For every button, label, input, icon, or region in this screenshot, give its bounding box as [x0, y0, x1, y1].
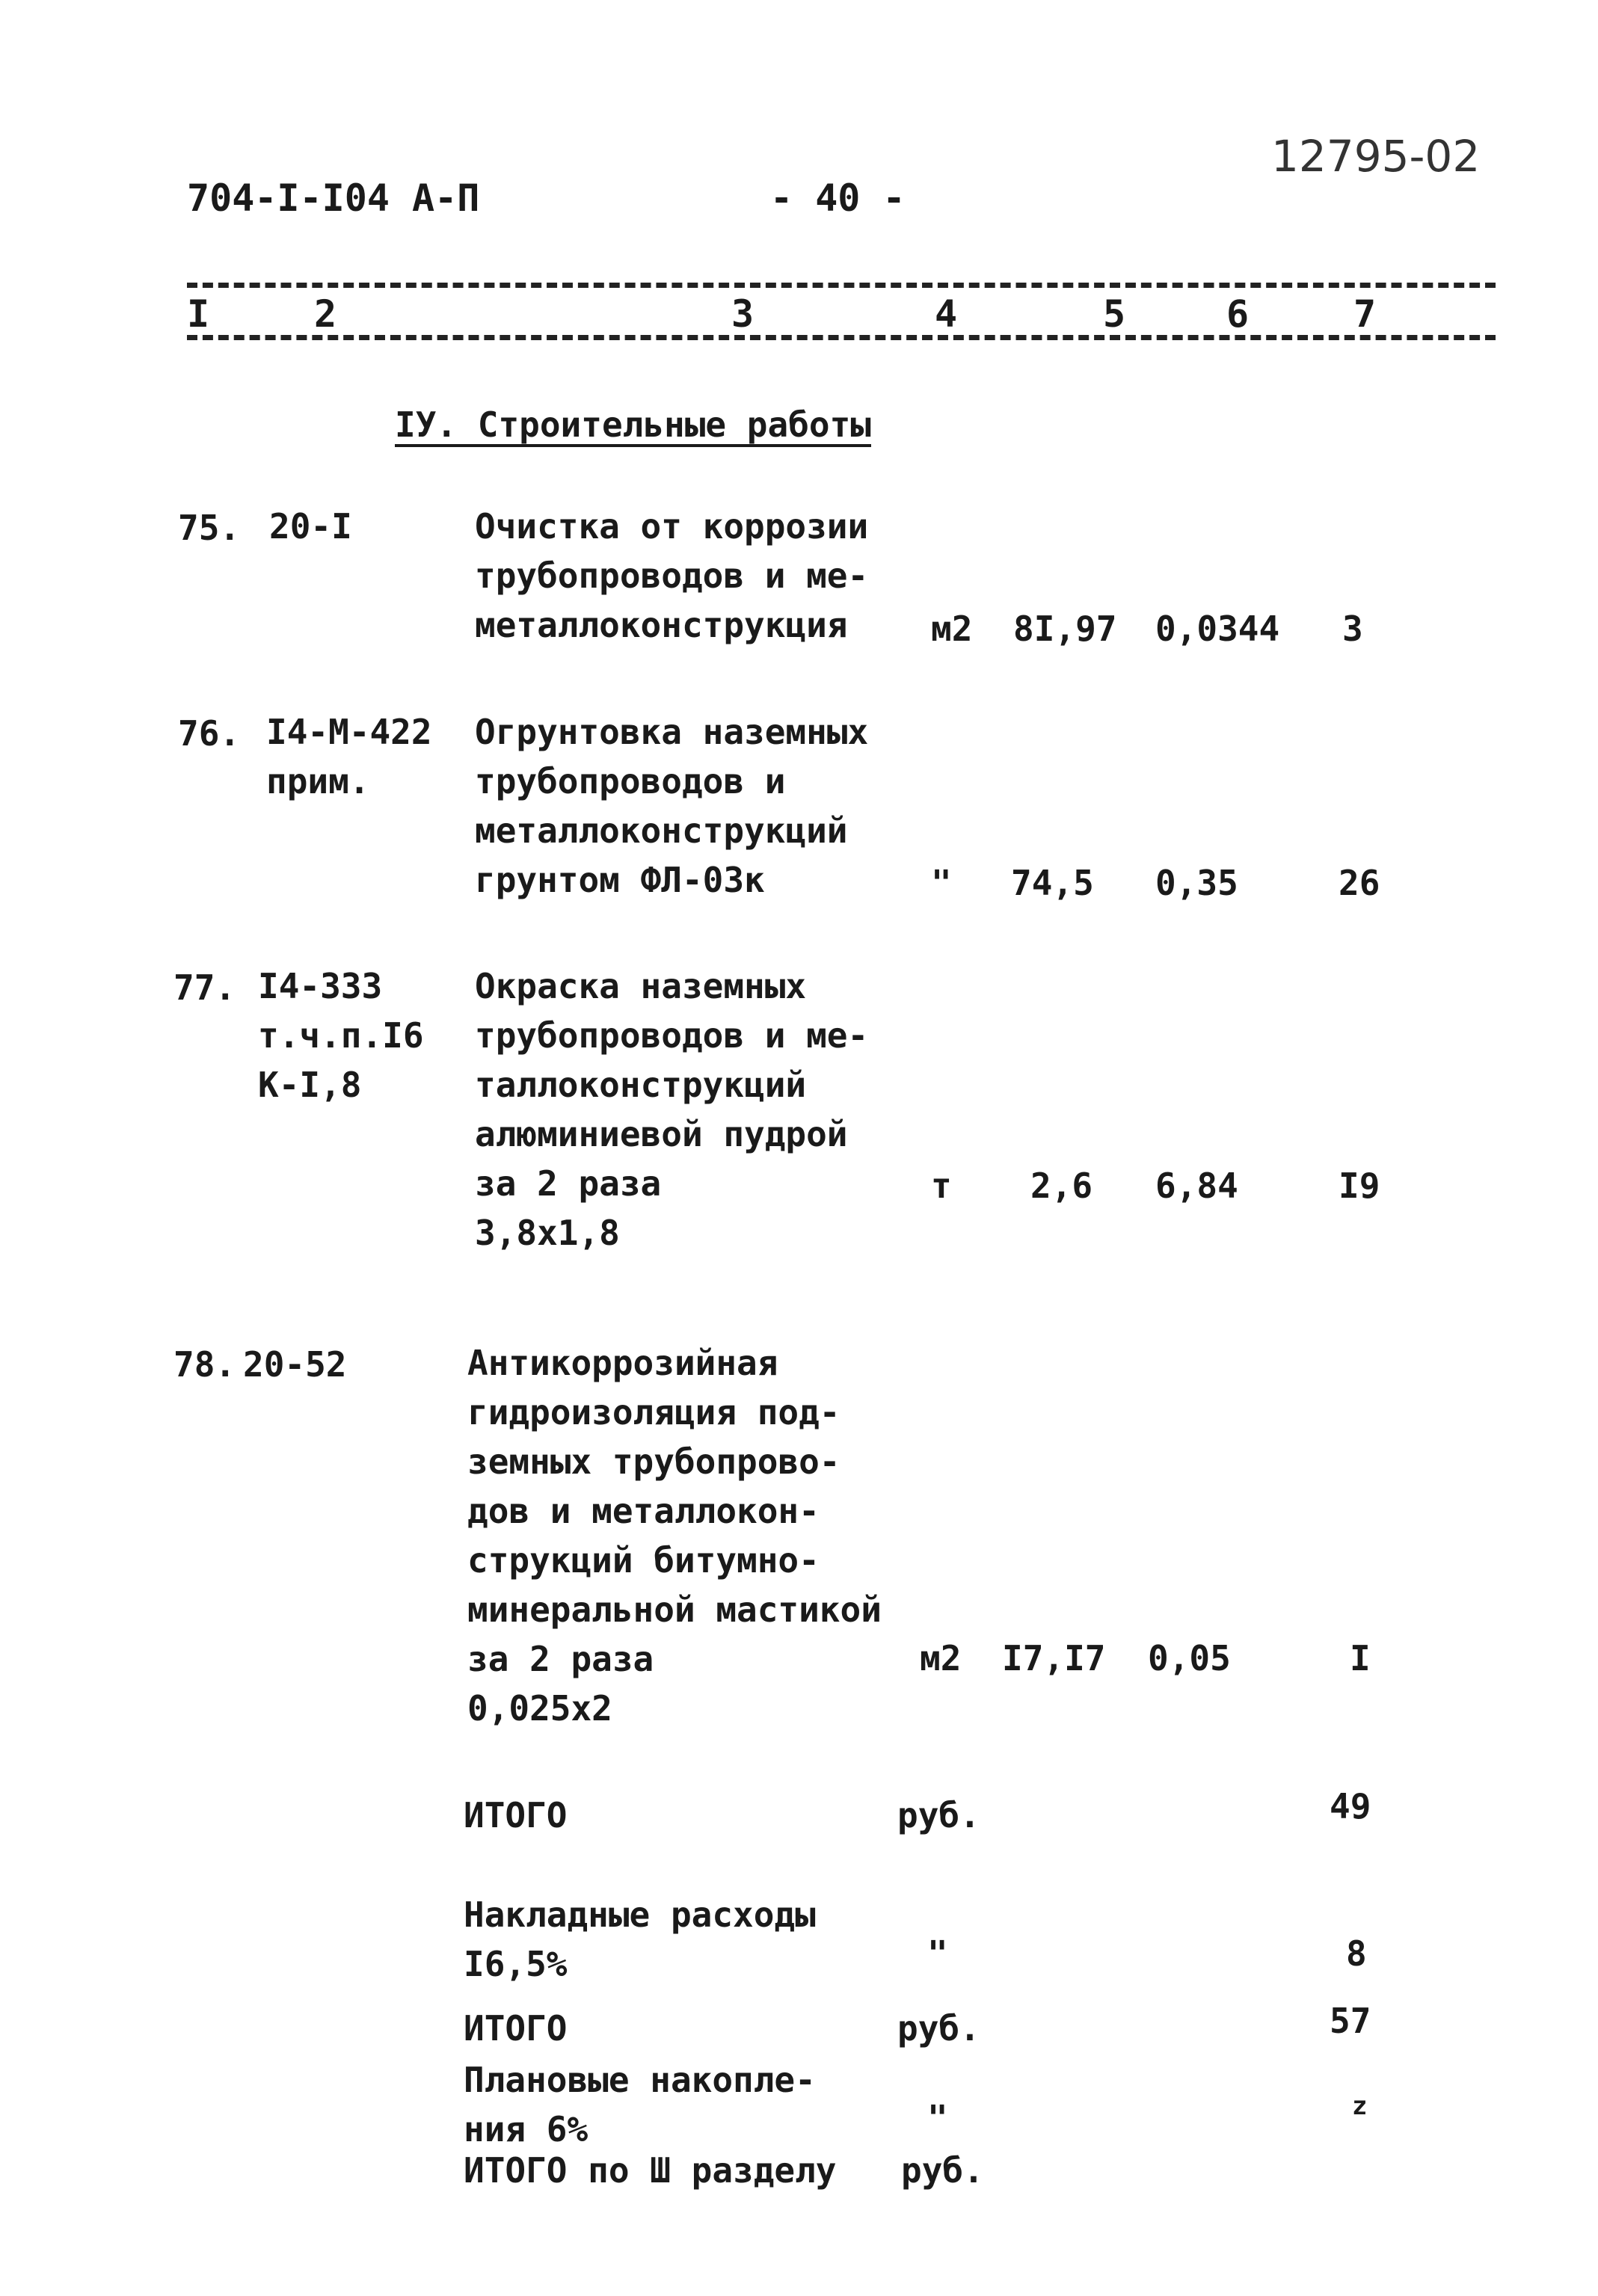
summary-unit: "	[927, 1933, 948, 1974]
item-description-line: за 2 раза	[467, 1639, 654, 1679]
item-description-line: Огрунтовка наземных	[475, 712, 869, 752]
item-description-line: металлоконструкций	[475, 810, 848, 851]
summary-label-line: Накладные расходы	[464, 1895, 816, 1935]
item-code: 20-52	[243, 1344, 347, 1385]
dashed-rule-top	[187, 283, 1496, 288]
item-description-line: Окраска наземных	[475, 966, 807, 1006]
summary-total: z	[1352, 2091, 1368, 2121]
column-number-6: 6	[1226, 292, 1250, 336]
column-number-4: 4	[935, 292, 958, 336]
summary-unit: руб.	[897, 1795, 980, 1835]
item-quantity: 2,6	[1030, 1166, 1093, 1206]
item-total: I	[1350, 1638, 1371, 1678]
item-total: 26	[1339, 863, 1380, 903]
item-number: 75.	[178, 508, 241, 548]
summary-total: 49	[1330, 1786, 1371, 1826]
item-number: 76.	[178, 713, 241, 754]
item-description-line: земных трубопрово-	[467, 1441, 841, 1482]
item-number: 77.	[173, 967, 236, 1008]
summary-label-line: I6,5%	[464, 1944, 568, 1984]
item-code	[269, 502, 352, 551]
summary-label	[464, 1890, 816, 1989]
column-number-3: 3	[731, 292, 755, 336]
summary-unit: "	[927, 2098, 948, 2138]
item-unit: м2	[920, 1638, 962, 1678]
item-quantity: 8I,97	[1013, 609, 1117, 649]
item-description	[467, 1338, 882, 1733]
summary-unit: руб.	[897, 2008, 980, 2049]
item-code-line: 20-I	[269, 506, 352, 547]
item-description-line: таллоконструкций	[475, 1065, 807, 1105]
page-number: - 40 -	[770, 176, 906, 220]
item-description-line: 0,025х2	[467, 1688, 612, 1729]
summary-label: ИТОГО	[464, 2008, 568, 2049]
item-description-line: гидроизоляция под-	[467, 1392, 841, 1432]
column-number-2: 2	[314, 292, 337, 336]
column-number-7: 7	[1353, 292, 1377, 336]
item-code	[266, 707, 432, 806]
item-description-line: трубопроводов и ме-	[475, 1015, 869, 1056]
item-description-line: минеральной мастикой	[467, 1589, 882, 1630]
item-description-line: дов и металлокон-	[467, 1491, 820, 1531]
item-unit: "	[931, 863, 952, 903]
document-code: 704-I-I04 А-П	[187, 176, 480, 220]
item-unit-price: 6,84	[1155, 1166, 1238, 1206]
item-code-line: т.ч.п.I6	[258, 1015, 424, 1056]
summary-total: 8	[1346, 1933, 1367, 1974]
item-unit-price: 0,0344	[1155, 609, 1280, 649]
item-code-line: К-I,8	[258, 1065, 362, 1105]
summary-label	[464, 2055, 816, 2154]
item-description-line: алюминиевой пудрой	[475, 1114, 848, 1154]
item-quantity: 74,5	[1011, 863, 1094, 903]
item-description-line: грунтом ФЛ-03к	[475, 860, 765, 900]
item-code-line: прим.	[266, 761, 370, 801]
summary-label-line: ния 6%	[464, 2109, 589, 2149]
item-description-line: Очистка от коррозии	[475, 506, 869, 547]
column-number-5: 5	[1103, 292, 1126, 336]
summary-label-line: Плановые накопле-	[464, 2060, 816, 2100]
item-description-line: металлоконструкция	[475, 605, 848, 645]
item-unit: м2	[931, 609, 973, 649]
summary-total: 57	[1330, 2001, 1371, 2041]
item-description	[475, 961, 868, 1258]
item-total: 3	[1342, 609, 1363, 649]
item-unit: т	[931, 1166, 952, 1206]
dashed-rule-bottom	[187, 335, 1496, 340]
item-description-line: трубопроводов и	[475, 761, 786, 801]
item-description-line: 3,8х1,8	[475, 1213, 620, 1253]
item-description-line: трубопроводов и ме-	[475, 555, 869, 596]
item-code	[258, 961, 424, 1109]
item-total: I9	[1339, 1166, 1380, 1206]
item-code-line: I4-333	[258, 966, 383, 1006]
item-number: 78.	[173, 1344, 236, 1385]
column-number-1: I	[187, 292, 210, 336]
summary-label: ИТОГО по Ш разделу	[464, 2150, 837, 2191]
handwritten-archive-number: 12795-02	[1271, 131, 1481, 182]
item-code-line: I4-М-422	[266, 712, 432, 752]
summary-label: ИТОГО	[464, 1795, 568, 1835]
item-description	[475, 502, 868, 650]
item-description-line: струкций битумно-	[467, 1540, 820, 1581]
section-title: IУ. Строительные работы	[395, 404, 871, 445]
item-unit-price: 0,05	[1148, 1638, 1231, 1678]
summary-unit: руб.	[901, 2150, 984, 2191]
item-description-line: за 2 раза	[475, 1163, 662, 1204]
item-description-line: Антикоррозийная	[467, 1343, 778, 1383]
item-description	[475, 707, 868, 905]
item-quantity: I7,I7	[1002, 1638, 1106, 1678]
item-unit-price: 0,35	[1155, 863, 1238, 903]
